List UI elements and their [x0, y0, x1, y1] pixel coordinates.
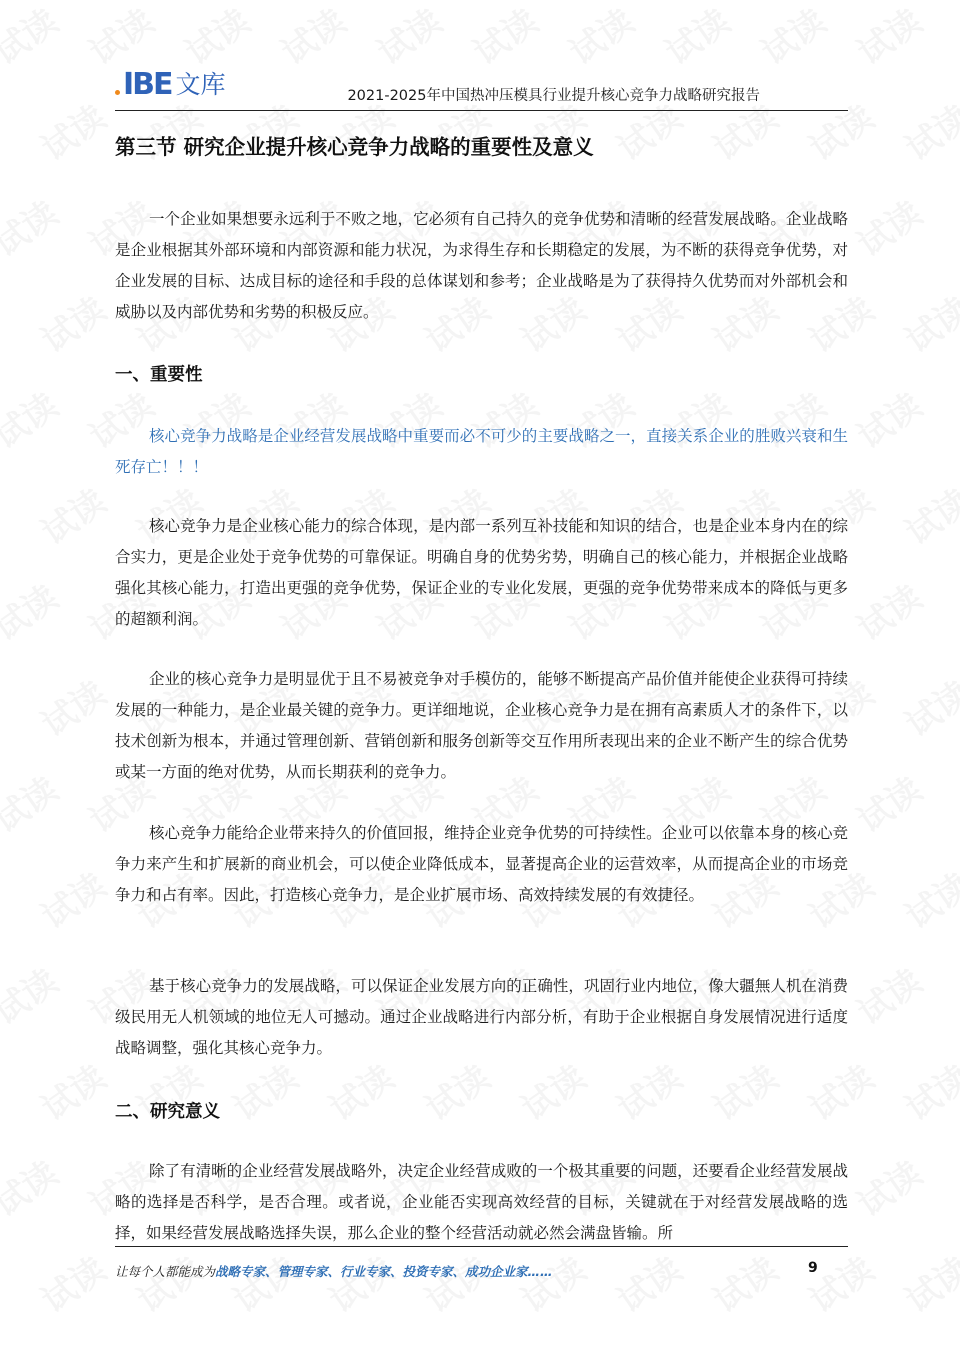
watermark-text — [30, 667, 114, 746]
footer-slogan — [115, 1262, 820, 1280]
watermark-text — [606, 1243, 690, 1322]
watermark-text — [846, 763, 930, 842]
watermark-text — [654, 0, 738, 74]
watermark-text — [846, 0, 930, 74]
watermark-text — [30, 283, 114, 362]
watermark-text — [78, 0, 162, 74]
watermark-text — [462, 0, 546, 74]
watermark-text — [750, 0, 834, 74]
significance-heading: 二、研究意义 — [115, 1102, 220, 1122]
watermark-text — [366, 0, 450, 74]
watermark-text — [846, 187, 930, 266]
importance-paragraph-4: 基于核心竞争力的发展战略，可以保证企业发展方向的正确性，巩固行业内地位，像大疆無人机在消费级民用无人机领域的地位无人可撼动。通过企业战略进行内部分析，有助于企业根据自身发展情况进行适度战略调整，强化其核心竞争力。 — [115, 977, 848, 1057]
watermark-text — [702, 1243, 786, 1322]
watermark-text — [510, 1243, 594, 1322]
section-title: 第三节 研究企业提升核心竞争力战略的重要性及意义 — [115, 135, 594, 159]
watermark-text — [174, 0, 258, 74]
watermark-text — [894, 1051, 960, 1130]
logo-text: 文库 — [175, 70, 226, 99]
page-number: 9 — [808, 1260, 818, 1276]
watermark-text — [846, 379, 930, 458]
watermark-text — [30, 91, 114, 170]
report-title: 2021-2025年中国热冲压模具行业提升核心竞争力战略研究报告 — [347, 88, 760, 104]
significance-paragraph: 除了有清晰的企业经营发展战略外，决定企业经营成败的一个极其重要的问题，还要看企业经营发展战略的选择是否科学，是否合理。或者说，企业能否实现高效经营的目标，关键就在于对经营发展战略的选择，如果经营发展战略选择失误，那么企业的整个经营活动就必然会满盘皆输。所 — [115, 1162, 848, 1242]
footer-divider — [115, 1246, 848, 1247]
page-header — [115, 68, 848, 111]
watermark-text — [0, 379, 66, 458]
watermark-text — [270, 0, 354, 74]
watermark-text — [0, 763, 66, 842]
watermark-text — [0, 0, 66, 74]
footer-accent: 战略专家、管理专家、行业专家、投资专家、成功企业家…… — [215, 1264, 553, 1279]
importance-paragraph-1: 核心竞争力是企业核心能力的综合体现，是内部一系列互补技能和知识的结合，也是企业本身内在的综合实力，更是企业处于竞争优势的可靠保证。明确自身的优势劣势，明确自己的核心能力，并根据企业战略强化其核心能力，打造出更强的竞争优势，保证企业的专业化发展，更强的竞争优势带来成本的降低与更多的超额利润。 — [115, 517, 848, 628]
watermark-text — [558, 0, 642, 74]
importance-heading: 一、重要性 — [115, 365, 203, 385]
logo — [115, 67, 226, 102]
watermark-text — [222, 1243, 306, 1322]
watermark-text — [0, 187, 66, 266]
importance-paragraph-3: 核心竞争力能给企业带来持久的价值回报，维持企业竞争优势的可持续性。企业可以依靠本身的核心竞争力来产生和扩展新的商业机会，可以使企业降低成本，显著提高企业的运营效率，从而提高企业的市场竞争力和占有率。因此，打造核心竞争力，是企业扩展市场、高效持续发展的有效捷径。 — [115, 824, 848, 904]
watermark-text — [846, 1147, 930, 1226]
footer-prefix: 让每个人都能成为 — [115, 1264, 216, 1279]
watermark-text — [414, 1243, 498, 1322]
watermark-text — [30, 1051, 114, 1130]
watermark-text — [894, 667, 960, 746]
watermark-text — [894, 283, 960, 362]
watermark-text — [0, 1147, 66, 1226]
watermark-text — [798, 1243, 882, 1322]
intro-paragraph: 一个企业如果想要永远利于不败之地，它必须有自己持久的竞争优势和清晰的经营发展战略。企业战略是企业根据其外部环境和内部资源和能力状况，为求得生存和长期稳定的发展，为不断的获得竞争优势，对企业发展的目标、达成目标的途径和手段的总体谋划和参考；企业战略是为了获得持久优势而对外部机会和威胁以及内部优势和劣势的积极反应。 — [115, 210, 848, 321]
watermark-text — [846, 955, 930, 1034]
watermark-text — [894, 859, 960, 938]
watermark-text — [318, 1243, 402, 1322]
watermark-text — [0, 955, 66, 1034]
watermark-text — [30, 1243, 114, 1322]
watermark-text — [894, 475, 960, 554]
watermark-text — [126, 1243, 210, 1322]
logo-dot-icon — [115, 90, 120, 95]
importance-paragraph-2: 企业的核心竞争力是明显优于且不易被竞争对手模仿的，能够不断提高产品价值并能使企业获得可持续发展的一种能力，是企业最关键的竞争力。更详细地说，企业核心竞争力是在拥有高素质人才的条件下，以技术创新为根本，并通过管理创新、营销创新和服务创新等交互作用所表现出来的企业不断产生的综合优势或某一方面的绝对优势，从而长期获利的竞争力。 — [115, 670, 848, 781]
watermark-text — [894, 1243, 960, 1322]
logo-mark: IBE — [123, 67, 172, 102]
watermark-text — [0, 571, 66, 650]
watermark-text — [894, 91, 960, 170]
watermark-text — [846, 571, 930, 650]
importance-highlight: 核心竞争力战略是企业经营发展战略中重要而必不可少的主要战略之一，直接关系企业的胜败兴衰和生死存亡！！！ — [115, 427, 848, 476]
watermark-text — [30, 859, 114, 938]
watermark-text — [30, 475, 114, 554]
